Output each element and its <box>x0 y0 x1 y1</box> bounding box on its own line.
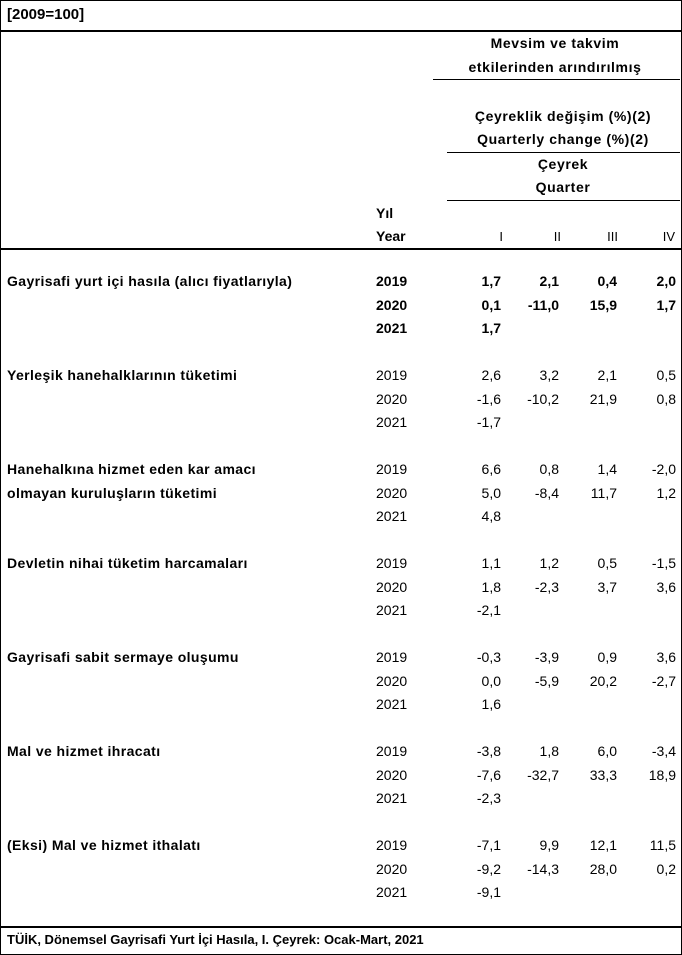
year-cell: 2019 <box>376 649 408 665</box>
value-cell-q2: 3,2 <box>539 367 559 383</box>
value-cell-q3: 28,0 <box>589 860 617 877</box>
year-cell: 2021 <box>376 414 408 430</box>
value-cell-q1: 2,6 <box>481 367 501 383</box>
quarter-heading-tr: Çeyrek <box>537 156 589 172</box>
footer-rule <box>1 926 681 928</box>
value-cell-q3: 11,7 <box>590 484 617 501</box>
value-cell-q4: 18,9 <box>648 766 676 783</box>
quarter-heading-en: Quarter <box>535 179 591 195</box>
year-cell: 2019 <box>376 273 408 289</box>
value-cell-q1: -2,1 <box>476 602 501 618</box>
value-cell-q1: -2,3 <box>476 790 501 806</box>
year-cell: 2019 <box>376 743 408 759</box>
year-cell: 2020 <box>376 766 408 783</box>
value-cell-q1: -0,3 <box>476 649 501 665</box>
year-cell: 2020 <box>376 578 408 595</box>
value-cell-q4: 0,2 <box>656 860 676 877</box>
value-cell-q1: 1,6 <box>481 696 501 712</box>
value-cell-q2: -5,9 <box>534 672 559 689</box>
year-cell: 2021 <box>376 508 408 524</box>
quarterly-change-en: Quarterly change (%)(2) <box>477 131 649 147</box>
value-cell-q3: 1,4 <box>597 461 617 477</box>
year-heading-en: Year <box>376 228 406 244</box>
row-label: (Eksi) Mal ve hizmet ithalatı <box>7 837 201 853</box>
value-cell-q2: 9,9 <box>539 837 559 853</box>
row-label: Gayrisafi yurt içi hasıla (alıcı fiyatlarıyla) <box>7 273 293 289</box>
value-cell-q4: 1,2 <box>656 484 676 501</box>
row-label: olmayan kuruluşların tüketimi <box>7 484 217 501</box>
quarter-col-3: III <box>607 229 618 244</box>
year-cell: 2020 <box>376 672 408 689</box>
value-cell-q2: -8,4 <box>534 484 559 501</box>
quarter-col-1: I <box>499 229 503 244</box>
value-cell-q2: 2,1 <box>539 273 559 289</box>
value-cell-q3: 3,7 <box>597 578 617 595</box>
value-cell-q3: 0,5 <box>597 555 617 571</box>
value-cell-q1: -9,1 <box>476 884 501 900</box>
value-cell-q4: 11,5 <box>649 837 676 853</box>
year-cell: 2020 <box>376 484 408 501</box>
value-cell-q4: -3,4 <box>651 743 676 759</box>
row-label: Yerleşik hanehalklarının tüketimi <box>7 367 238 383</box>
year-cell: 2019 <box>376 367 408 383</box>
year-cell: 2020 <box>376 296 408 313</box>
value-cell-q1: 1,8 <box>481 578 501 595</box>
value-cell-q4: 0,8 <box>656 390 676 407</box>
row-label: Mal ve hizmet ihracatı <box>7 743 161 759</box>
value-cell-q3: 33,3 <box>589 766 617 783</box>
value-cell-q1: 1,7 <box>481 320 501 336</box>
year-cell: 2021 <box>376 696 408 712</box>
value-cell-q3: 20,2 <box>589 672 617 689</box>
value-cell-q1: 0,0 <box>481 672 501 689</box>
value-cell-q4: 3,6 <box>656 649 676 665</box>
value-cell-q4: 1,7 <box>656 296 676 313</box>
year-cell: 2021 <box>376 602 408 618</box>
value-cell-q1: -7,6 <box>476 766 501 783</box>
year-cell: 2019 <box>376 461 408 477</box>
adjusted-heading-line2: etkilerinden arındırılmış <box>468 59 642 75</box>
value-cell-q2: 0,8 <box>539 461 559 477</box>
year-cell: 2020 <box>376 860 408 877</box>
value-cell-q2: -2,3 <box>534 578 559 595</box>
value-cell-q4: 2,0 <box>656 273 676 289</box>
value-cell-q2: -14,3 <box>527 860 559 877</box>
header-bottom-rule <box>1 248 681 250</box>
value-cell-q4: -1,5 <box>651 555 676 571</box>
value-cell-q1: -7,1 <box>476 837 501 853</box>
value-cell-q4: -2,0 <box>651 461 676 477</box>
year-cell: 2021 <box>376 884 408 900</box>
value-cell-q1: -9,2 <box>476 860 501 877</box>
row-label: Gayrisafi sabit sermaye oluşumu <box>7 649 239 665</box>
value-cell-q1: 5,0 <box>481 484 501 501</box>
row-label: Hanehalkına hizmet eden kar amacı <box>7 461 256 477</box>
year-heading-tr: Yıl <box>376 205 394 221</box>
value-cell-q1: -1,6 <box>476 390 501 407</box>
value-cell-q3: 6,0 <box>597 743 617 759</box>
value-cell-q2: 1,2 <box>539 555 559 571</box>
row-label: Devletin nihai tüketim harcamaları <box>7 555 248 571</box>
value-cell-q4: 0,5 <box>656 367 676 383</box>
value-cell-q2: 1,8 <box>539 743 559 759</box>
value-cell-q1: 6,6 <box>481 461 501 477</box>
quarter-col-2: II <box>553 229 561 244</box>
adjusted-heading-rule <box>433 79 680 80</box>
quarterly-change-rule <box>447 152 680 153</box>
value-cell-q3: 0,4 <box>597 273 617 289</box>
year-cell: 2020 <box>376 390 408 407</box>
index-base-label: [2009=100] <box>7 6 85 23</box>
value-cell-q1: 1,7 <box>481 273 501 289</box>
header-top-rule <box>1 30 681 32</box>
value-cell-q2: -11,0 <box>527 296 559 313</box>
source-footer: TÜİK, Dönemsel Gayrisafi Yurt İçi Hasıla, I. Çeyrek: Ocak-Mart, 2021 <box>7 932 424 947</box>
value-cell-q3: 21,9 <box>589 390 617 407</box>
value-cell-q3: 15,9 <box>589 296 617 313</box>
adjusted-heading-line1: Mevsim ve takvim <box>490 35 620 51</box>
value-cell-q2: -32,7 <box>527 766 559 783</box>
year-cell: 2021 <box>376 320 408 336</box>
value-cell-q4: -2,7 <box>651 672 676 689</box>
value-cell-q1: 0,1 <box>481 296 501 313</box>
value-cell-q2: -3,9 <box>534 649 559 665</box>
year-cell: 2019 <box>376 837 408 853</box>
value-cell-q1: 4,8 <box>481 508 501 524</box>
value-cell-q4: 3,6 <box>656 578 676 595</box>
value-cell-q3: 12,1 <box>589 837 617 853</box>
quarter-heading-rule <box>447 200 680 201</box>
value-cell-q1: 1,1 <box>481 555 501 571</box>
year-cell: 2019 <box>376 555 408 571</box>
value-cell-q1: -1,7 <box>476 414 501 430</box>
value-cell-q3: 0,9 <box>597 649 617 665</box>
quarterly-change-tr: Çeyreklik değişim (%)(2) <box>474 108 652 124</box>
value-cell-q3: 2,1 <box>597 367 617 383</box>
value-cell-q2: -10,2 <box>527 390 559 407</box>
quarter-col-4: IV <box>662 229 675 244</box>
year-cell: 2021 <box>376 790 408 806</box>
value-cell-q1: -3,8 <box>476 743 501 759</box>
